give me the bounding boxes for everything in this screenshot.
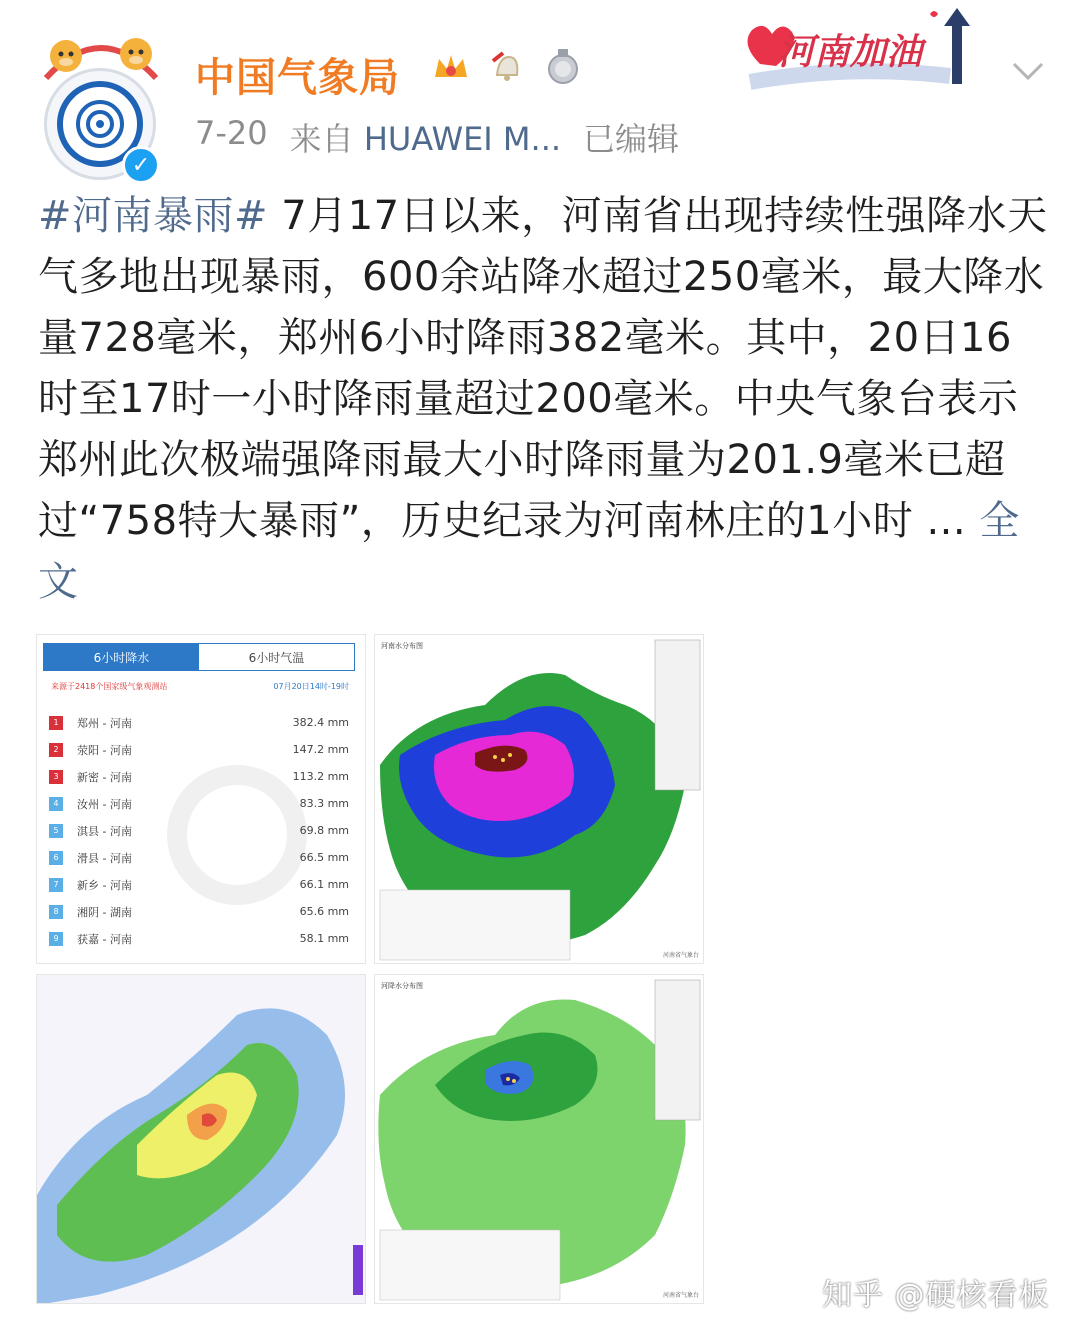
post-body	[38, 186, 1048, 613]
post-date: 7-20	[195, 114, 268, 152]
rank-value: 65.6 mm	[299, 905, 349, 918]
ranking-row	[49, 763, 349, 790]
rank-city: 获嘉 - 河南	[77, 932, 132, 946]
ranking-row	[49, 709, 349, 736]
rank-number: 9	[49, 932, 63, 946]
zhihu-watermark: 知乎 @硬核看板	[822, 1278, 1050, 1313]
rank-city: 荥阳 - 河南	[77, 743, 132, 757]
medal-badge-icon[interactable]	[540, 44, 586, 90]
rank-number: 5	[49, 824, 63, 838]
post-meta	[195, 114, 679, 160]
image-thumbnail-radar[interactable]	[36, 974, 366, 1304]
tab-6h-temp[interactable]: 6小时气温	[199, 644, 354, 670]
ranking-tabs	[43, 643, 355, 671]
rank-number: 4	[49, 797, 63, 811]
radar-map	[37, 975, 366, 1304]
rank-value: 147.2 mm	[292, 743, 349, 756]
chevron-down-icon[interactable]	[1008, 56, 1048, 86]
source-device[interactable]: HUAWEI M...	[363, 120, 562, 158]
read-more-link[interactable]: 全文	[38, 498, 1020, 605]
ranking-time-range: 07月20日14时-19时	[273, 682, 349, 691]
verified-badge-icon: ✓	[122, 146, 160, 184]
rank-value: 83.3 mm	[299, 797, 349, 810]
rank-city: 郑州 - 河南	[77, 716, 132, 730]
map-a-title: 河南水分布图	[381, 642, 423, 650]
rank-value: 66.1 mm	[299, 878, 349, 891]
badge-row	[428, 44, 586, 90]
map-b-credit: 河南省气象台	[662, 1292, 699, 1299]
ranking-row	[49, 790, 349, 817]
ranking-list	[49, 709, 349, 952]
rank-city: 滑县 - 河南	[77, 851, 132, 865]
avatar[interactable]	[30, 28, 170, 178]
map-b-title: 河降水分布图	[381, 982, 423, 990]
post-body-text: 7月17日以来，河南省出现持续性强降水天气多地出现暴雨，600余站降水超过250毫米，最大降水量728毫米，郑州6小时降雨382毫米。其中，20日16时至17时一小时降雨量超过200毫米。中央气象台表示郑州此次极端强降雨最大小时降雨量为201.9毫米已超过“758特大暴雨”，历史纪录为河南林庄的1小时 ...	[38, 193, 1048, 544]
precip-map-a	[375, 635, 704, 964]
source-prefix: 来自	[289, 120, 354, 158]
ranking-row	[49, 844, 349, 871]
cma-logo-icon	[73, 97, 127, 151]
rank-city: 汝州 - 河南	[77, 797, 132, 811]
rank-number: 6	[49, 851, 63, 865]
ranking-row	[49, 736, 349, 763]
image-thumbnail-ranking[interactable]	[36, 634, 366, 964]
rank-city: 淇县 - 河南	[77, 824, 132, 838]
rank-value: 69.8 mm	[299, 824, 349, 837]
ranking-source-note: 来源于2418个国家级气象观测站	[51, 682, 168, 691]
rank-number: 1	[49, 716, 63, 730]
rank-value: 58.1 mm	[299, 932, 349, 945]
rank-city: 新乡 - 河南	[77, 878, 132, 892]
rank-value: 382.4 mm	[292, 716, 349, 729]
rank-city: 新密 - 河南	[77, 770, 132, 784]
bell-badge-icon[interactable]	[484, 44, 530, 90]
vip-crown-icon[interactable]	[428, 44, 474, 90]
tab-6h-precip[interactable]: 6小时降水	[44, 644, 199, 670]
rank-number: 8	[49, 905, 63, 919]
ranking-row	[49, 871, 349, 898]
rank-number: 2	[49, 743, 63, 757]
rank-city: 湘阴 - 湖南	[77, 905, 132, 919]
post-source	[290, 114, 561, 160]
ranking-row	[49, 925, 349, 952]
henan-support-banner	[730, 4, 990, 94]
map-a-credit: 河南省气象台	[662, 952, 699, 959]
ranking-row	[49, 817, 349, 844]
rank-value: 113.2 mm	[292, 770, 349, 783]
image-thumbnail-precip-map-a[interactable]	[374, 634, 704, 964]
banner-text: 河南加油	[778, 31, 923, 73]
edited-label[interactable]: 已编辑	[583, 120, 680, 158]
image-thumbnail-precip-map-b[interactable]	[374, 974, 704, 1304]
rank-number: 3	[49, 770, 63, 784]
user-name[interactable]: 中国气象局	[195, 55, 400, 101]
ranking-row	[49, 898, 349, 925]
hashtag-link[interactable]: #河南暴雨#	[38, 193, 269, 239]
precip-map-b	[375, 975, 704, 1304]
rank-value: 66.5 mm	[299, 851, 349, 864]
rank-number: 7	[49, 878, 63, 892]
